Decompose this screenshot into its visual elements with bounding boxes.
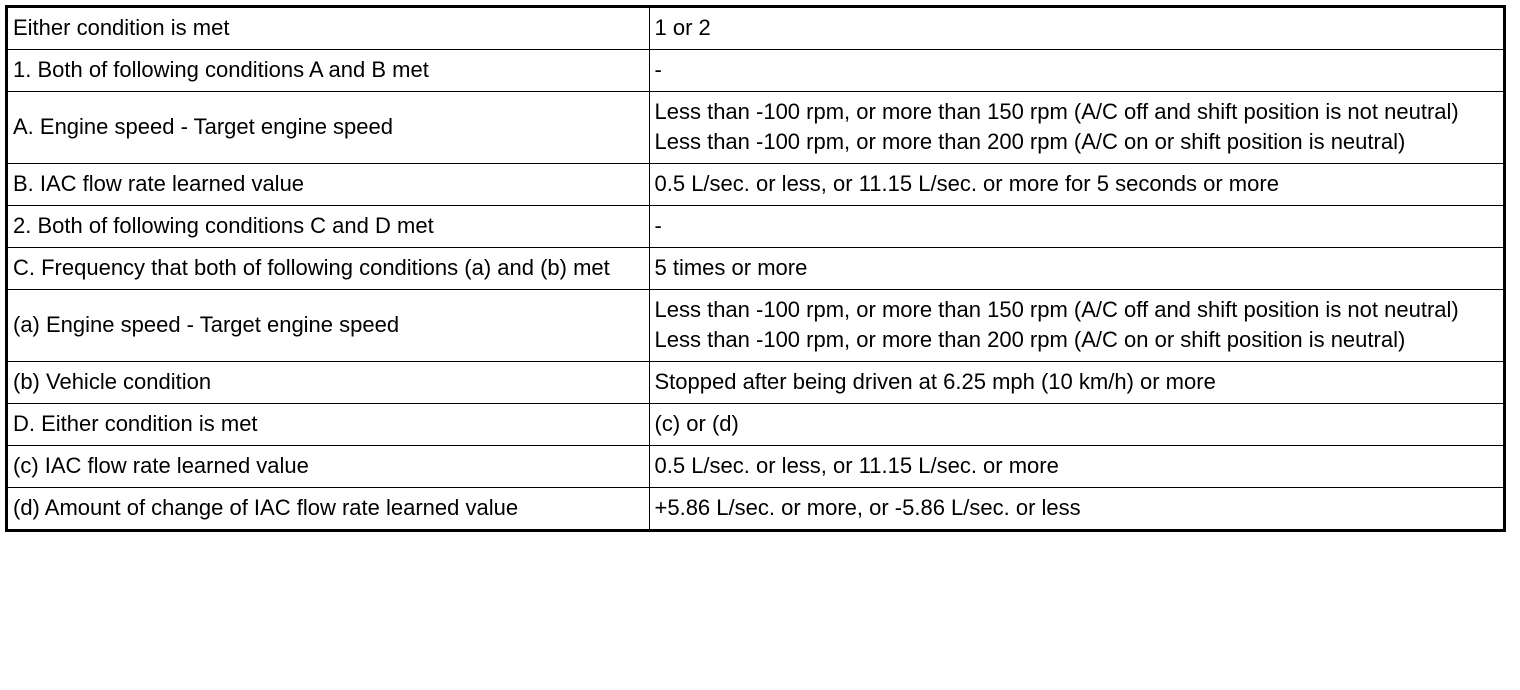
- value-line: Less than -100 rpm, or more than 150 rpm (A/C off and shift position is not neutral): [654, 99, 1459, 124]
- condition-cell: Either condition is met: [8, 8, 649, 50]
- value-line: -: [654, 57, 662, 82]
- table-row: [8, 404, 1503, 446]
- table-row: [8, 488, 1503, 530]
- table-row: [8, 446, 1503, 488]
- condition-cell: C. Frequency that both of following conditions (a) and (b) met: [8, 248, 649, 290]
- table-row: [8, 8, 1503, 50]
- value-cell: [649, 362, 1503, 404]
- value-cell: [649, 92, 1503, 164]
- condition-cell: 2. Both of following conditions C and D met: [8, 206, 649, 248]
- table-row: [8, 50, 1503, 92]
- value-line: 0.5 L/sec. or less, or 11.15 L/sec. or more: [654, 453, 1059, 478]
- table-row: [8, 248, 1503, 290]
- conditions-table-frame: [5, 5, 1506, 532]
- value-line: 1 or 2: [654, 15, 711, 40]
- value-line: (c) or (d): [654, 411, 739, 436]
- table-row: [8, 92, 1503, 164]
- condition-cell: A. Engine speed - Target engine speed: [8, 92, 649, 164]
- value-cell: [649, 404, 1503, 446]
- value-cell: [649, 290, 1503, 362]
- value-line: Less than -100 rpm, or more than 150 rpm (A/C off and shift position is not neutral): [654, 297, 1459, 322]
- condition-cell: (a) Engine speed - Target engine speed: [8, 290, 649, 362]
- condition-cell: (d) Amount of change of IAC flow rate learned value: [8, 488, 649, 530]
- value-line: Less than -100 rpm, or more than 200 rpm (A/C on or shift position is neutral): [654, 327, 1406, 352]
- condition-cell: (b) Vehicle condition: [8, 362, 649, 404]
- table-row: [8, 206, 1503, 248]
- value-line: +5.86 L/sec. or more, or -5.86 L/sec. or less: [654, 495, 1081, 520]
- value-line: 0.5 L/sec. or less, or 11.15 L/sec. or more for 5 seconds or more: [654, 171, 1279, 196]
- condition-cell: 1. Both of following conditions A and B met: [8, 50, 649, 92]
- condition-cell: D. Either condition is met: [8, 404, 649, 446]
- condition-cell: B. IAC flow rate learned value: [8, 164, 649, 206]
- condition-cell: (c) IAC flow rate learned value: [8, 446, 649, 488]
- value-cell: [649, 206, 1503, 248]
- table-row: [8, 290, 1503, 362]
- value-cell: [649, 50, 1503, 92]
- conditions-table: [8, 8, 1503, 529]
- table-row: [8, 362, 1503, 404]
- value-line: Stopped after being driven at 6.25 mph (10 km/h) or more: [654, 369, 1216, 394]
- value-cell: [649, 164, 1503, 206]
- value-cell: [649, 446, 1503, 488]
- value-cell: [649, 248, 1503, 290]
- value-cell: [649, 488, 1503, 530]
- table-row: [8, 164, 1503, 206]
- value-line: 5 times or more: [654, 255, 808, 280]
- value-line: Less than -100 rpm, or more than 200 rpm (A/C on or shift position is neutral): [654, 129, 1406, 154]
- value-line: -: [654, 213, 662, 238]
- value-cell: [649, 8, 1503, 50]
